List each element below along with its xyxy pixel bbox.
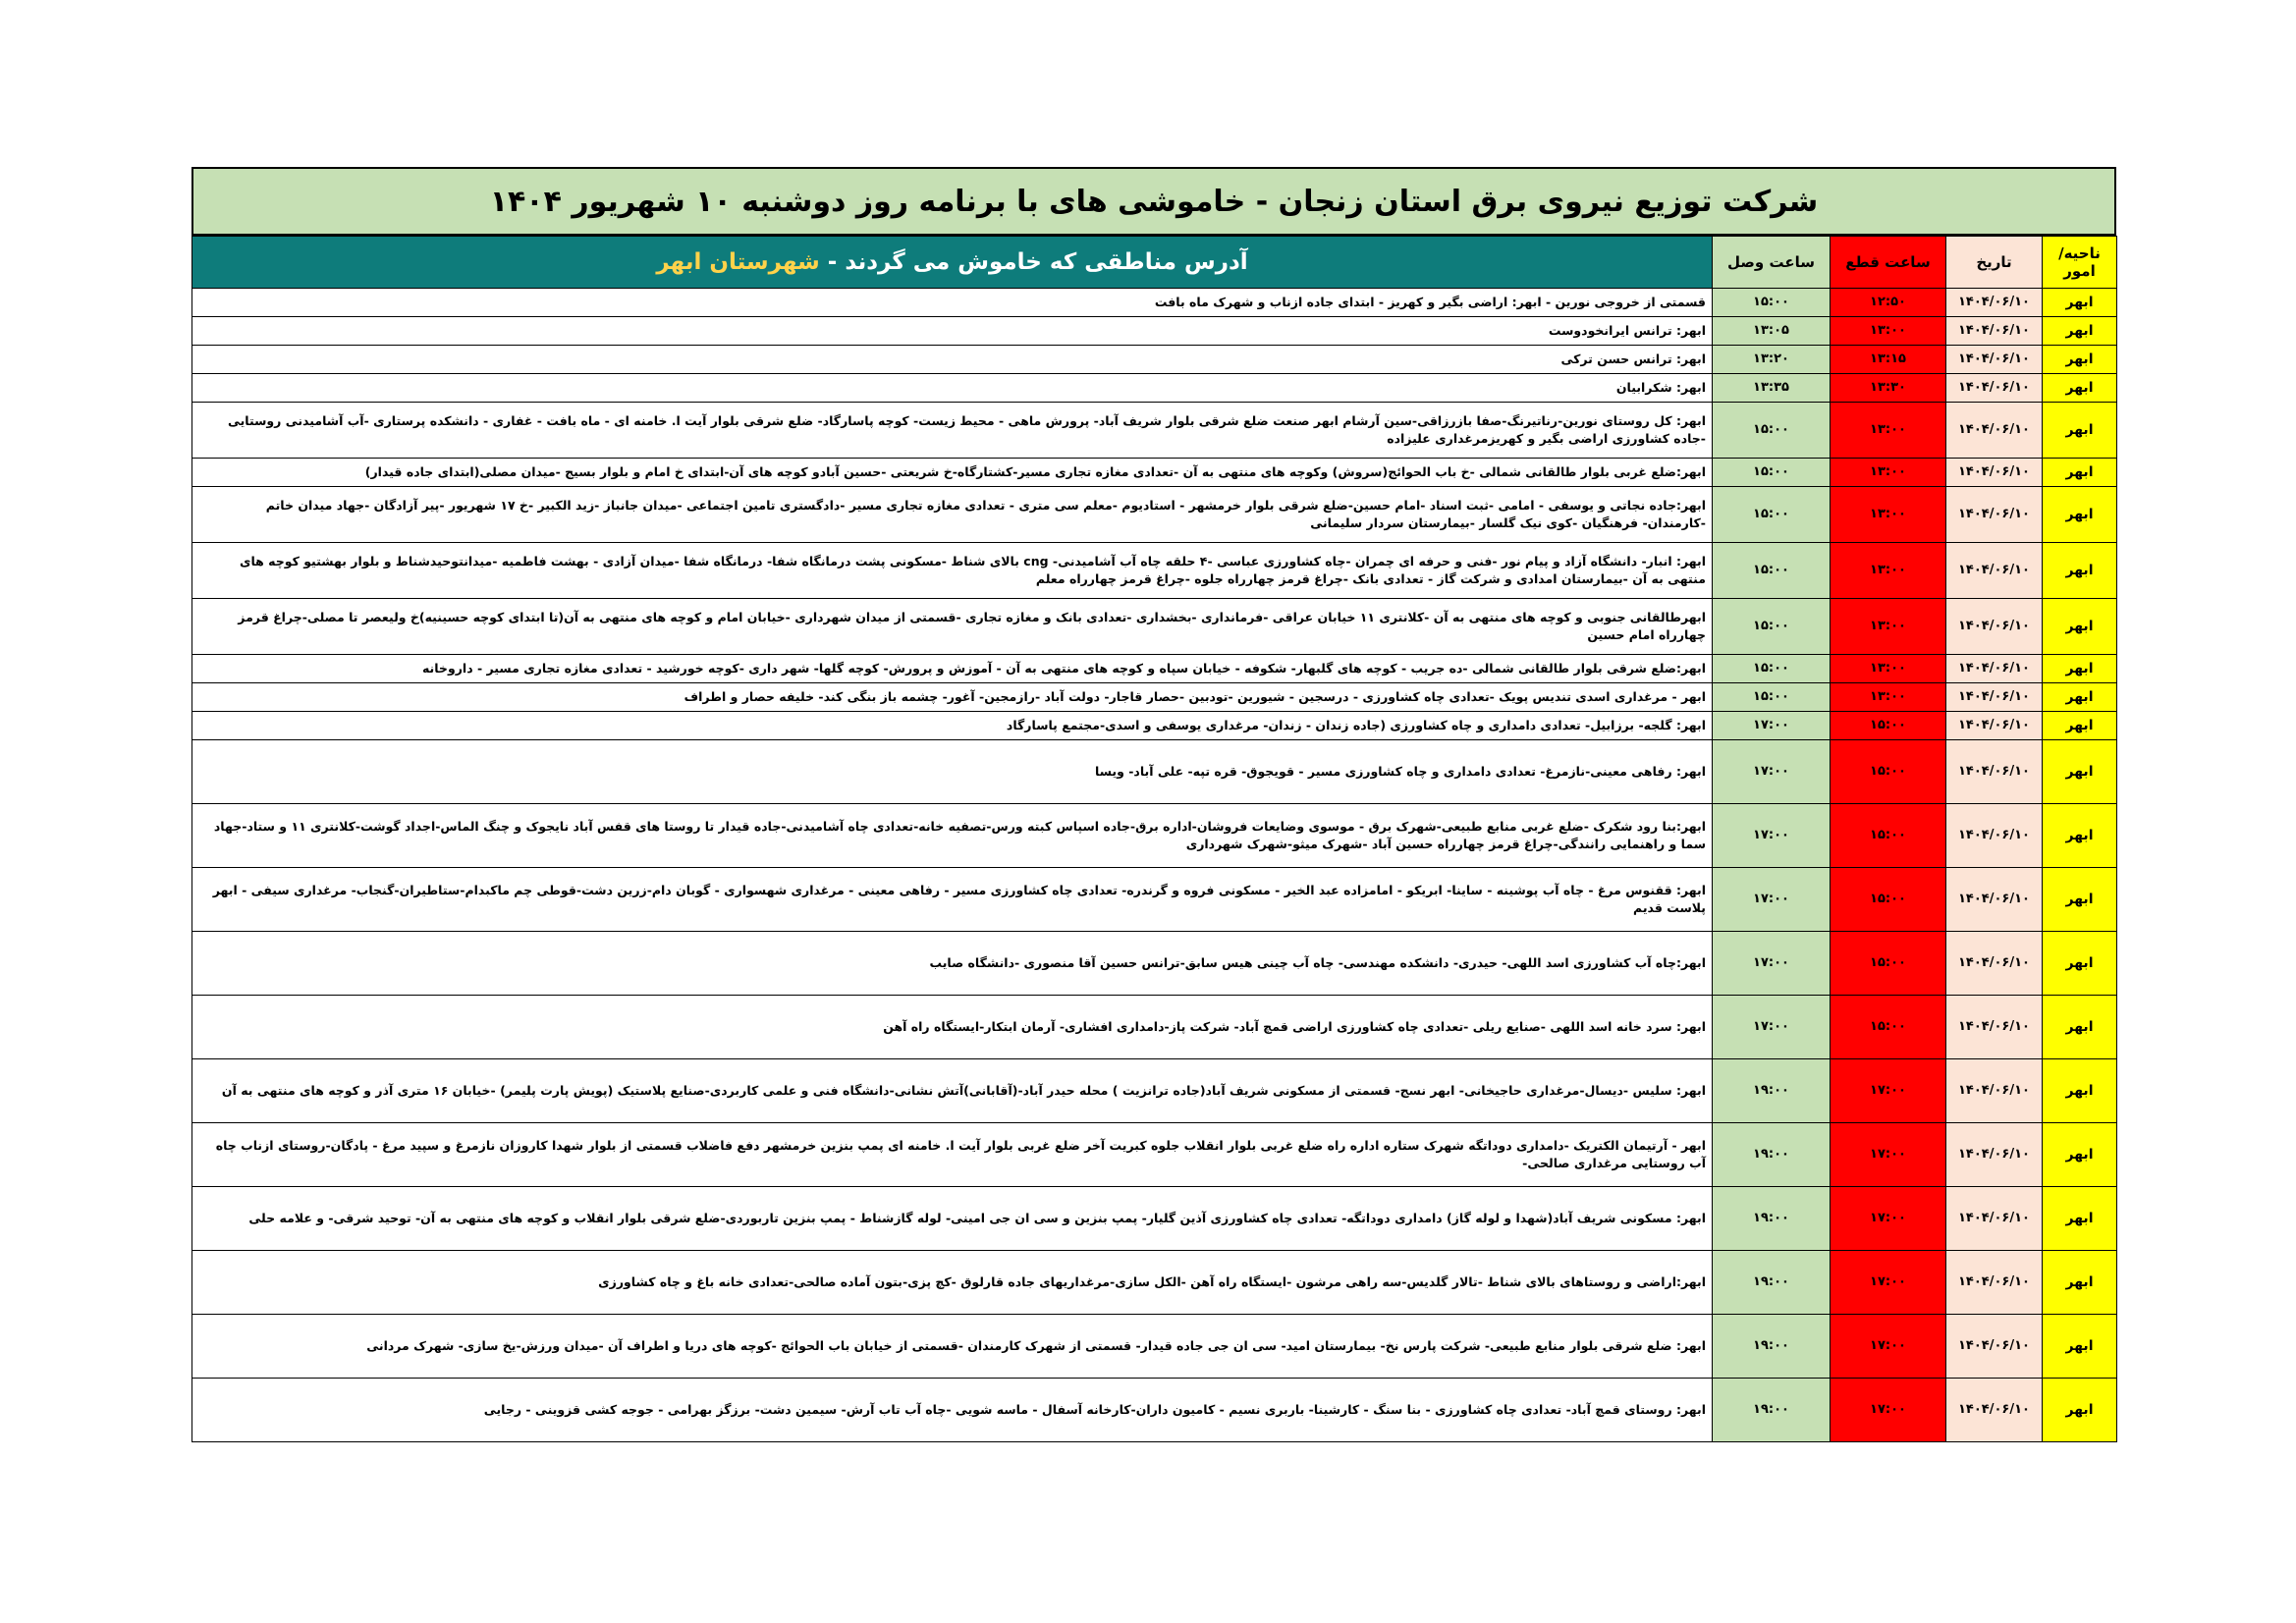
table-row <box>192 683 2117 712</box>
row-connect-time-cell <box>1713 1187 1831 1251</box>
row-connect-time: ۱۵:۰۰ <box>1753 660 1789 676</box>
row-address: ابهر: انبار- دانشگاه آزاد و پیام نور -فنی و حرفه ای چمران -چاه کشاورزی عباسی -۴ حلقه چاه آب آشامیدنی- cng بالای شناط -مسکونی پشت درمانگاه شفا- درمانگاه شفا -میدان آزادی - بهشت فاطمیه -میدانتوحیدشناط و بلوار بهشتیو کوچه های منتهی به آن -بیمارستان امدادی و شرکت گاز - تعدادی بانک -چراغ قرمز چهارراه جلوه -چراغ قرمز چهارراه معلم <box>240 553 1706 586</box>
row-address-cell <box>192 1379 1713 1442</box>
row-address: ابهرطالقانی جنوبی و کوچه های منتهی به آن -کلانتری ۱۱ خیابان عراقی -فرمانداری -بخشداری -تعدادی بانک و مغازه تجاری -قسمتی از میدان شهرداری -خیابان امام و کوچه های منتهی به آن(تا ابتدای کوچه حسینیه)خ ولیعصر تا مصلی-چراغ قرمز چهارراه امام حسین <box>238 609 1706 642</box>
row-cut-time: ۱۷:۰۰ <box>1870 1401 1906 1417</box>
row-cut-time: ۱۷:۰۰ <box>1870 1273 1906 1289</box>
row-region-cell <box>2043 683 2117 712</box>
row-cut-time-cell <box>1831 868 1946 932</box>
row-date: ۱۴۰۴/۰۶/۱۰ <box>1958 660 2030 676</box>
row-date: ۱۴۰۴/۰۶/۱۰ <box>1958 562 2030 577</box>
table-row <box>192 740 2117 804</box>
row-connect-time: ۱۹:۰۰ <box>1753 1273 1789 1289</box>
row-region: ابهر <box>2065 1337 2094 1354</box>
row-connect-time: ۱۵:۰۰ <box>1753 618 1789 633</box>
row-region: ابهر <box>2065 891 2094 907</box>
row-cut-time: ۱۳:۳۰ <box>1870 379 1906 395</box>
row-cut-time-cell <box>1831 932 1946 996</box>
row-cut-time: ۱۲:۵۰ <box>1870 294 1906 309</box>
row-region: ابهر <box>2065 379 2094 396</box>
row-connect-time-cell <box>1713 804 1831 868</box>
row-connect-time-cell <box>1713 374 1831 403</box>
row-cut-time: ۱۵:۰۰ <box>1870 954 1906 970</box>
row-connect-time-cell <box>1713 655 1831 683</box>
row-address: ابهر:جاده نجاتی و یوسفی - امامی -ثبت اسناد -امام حسین-ضلع شرقی بلوار خرمشهر - استادیوم -معلم سی متری - تعدادی مغازه تجاری مسیر -دادگستری تامین اجتماعی -میدان جانباز -زید الکبیر -خ ۱۷ شهریور -پیر آزادگان -جهاد میدان خاتم -کارمندان- فرهنگیان -کوی نیک گلسار -بیمارستان سردار سلیمانی <box>265 497 1706 530</box>
row-date-cell <box>1946 374 2043 403</box>
row-region: ابهر <box>2065 1273 2094 1290</box>
row-region-cell <box>2043 1379 2117 1442</box>
row-address-cell <box>192 346 1713 374</box>
row-cut-time: ۱۳:۰۰ <box>1870 463 1906 479</box>
row-connect-time-cell <box>1713 487 1831 543</box>
row-address-cell <box>192 996 1713 1059</box>
row-region-cell <box>2043 1123 2117 1187</box>
row-region: ابهر <box>2065 954 2094 971</box>
row-cut-time-cell <box>1831 403 1946 459</box>
row-address-cell <box>192 459 1713 487</box>
row-cut-time-cell <box>1831 712 1946 740</box>
table-row <box>192 374 2117 403</box>
row-region: ابهر <box>2065 763 2094 780</box>
row-date: ۱۴۰۴/۰۶/۱۰ <box>1958 421 2030 437</box>
table-row <box>192 1251 2117 1315</box>
table-row <box>192 804 2117 868</box>
row-address-cell <box>192 932 1713 996</box>
row-connect-time: ۱۳:۳۵ <box>1753 379 1789 395</box>
outage-table <box>191 236 2117 1442</box>
table-row <box>192 1379 2117 1442</box>
row-address: ابهر: روستای قمچ آباد- تعدادی چاه کشاورزی - بنا سنگ - کارشینا- باربری نسیم - کامیون داران-کارخانه آسفال - ماسه شویی -چاه آب تاب آرش- سیمین دشت- برزگز بهرامی - جوجه کشی قزوینی - رجایی <box>483 1401 1706 1417</box>
row-region: ابهر <box>2065 618 2094 634</box>
table-row <box>192 655 2117 683</box>
row-cut-time: ۱۵:۰۰ <box>1870 763 1906 779</box>
row-region: ابهر <box>2065 1146 2094 1163</box>
row-date: ۱۴۰۴/۰۶/۱۰ <box>1958 618 2030 633</box>
header-row <box>192 237 2117 289</box>
row-cut-time-cell <box>1831 346 1946 374</box>
row-cut-time-cell <box>1831 374 1946 403</box>
row-date: ۱۴۰۴/۰۶/۱۰ <box>1958 688 2030 704</box>
row-address: ابهر: گلجه- برزابیل- تعدادی دامداری و چاه کشاورزی (جاده زندان - زندان- مرغداری یوسفی و اسدی-مجتمع پاسارگاد <box>1006 717 1706 732</box>
row-address-cell <box>192 1123 1713 1187</box>
row-region: ابهر <box>2065 322 2094 339</box>
row-cut-time-cell <box>1831 1059 1946 1123</box>
row-connect-time: ۱۷:۰۰ <box>1753 763 1789 779</box>
table-row <box>192 868 2117 932</box>
row-connect-time-cell <box>1713 403 1831 459</box>
row-date: ۱۴۰۴/۰۶/۱۰ <box>1958 463 2030 479</box>
row-address: ابهر: سرد خانه اسد اللهی -صنایع ریلی -تعدادی چاه کشاورزی اراضی قمچ آباد- شرکت پاز-دامداری افشاری- آرمان ابتکار-ایستگاه راه آهن <box>883 1018 1706 1034</box>
row-address-cell <box>192 1059 1713 1123</box>
row-address-cell <box>192 804 1713 868</box>
header-address-label: آدرس مناطقی که خاموش می گردند - <box>819 249 1248 275</box>
row-region-cell <box>2043 317 2117 346</box>
row-date-cell <box>1946 996 2043 1059</box>
row-cut-time-cell <box>1831 1123 1946 1187</box>
table-row <box>192 317 2117 346</box>
row-cut-time: ۱۳:۰۰ <box>1870 618 1906 633</box>
row-date: ۱۴۰۴/۰۶/۱۰ <box>1958 717 2030 732</box>
row-cut-time-cell <box>1831 1379 1946 1442</box>
table-row <box>192 459 2117 487</box>
row-date: ۱۴۰۴/۰۶/۱۰ <box>1958 763 2030 779</box>
row-address: ابهر:ضلع غربی بلوار طالقانی شمالی -خ باب الحوائج(سروش) وکوچه های منتهی به آن -تعدادی مغازه تجاری مسیر-کشتارگاه-خ شریعتی -حسین آبادو کوچه های آن-ابتدای خ امام و بلوار بسیج -میدان مصلی(ابتدای جاده قیدار) <box>364 463 1706 479</box>
row-date-cell <box>1946 683 2043 712</box>
row-cut-time: ۱۷:۰۰ <box>1870 1337 1906 1353</box>
row-date: ۱۴۰۴/۰۶/۱۰ <box>1958 1146 2030 1162</box>
row-cut-time-cell <box>1831 804 1946 868</box>
table-row <box>192 1187 2117 1251</box>
row-connect-time-cell <box>1713 599 1831 655</box>
row-region: ابهر <box>2065 351 2094 367</box>
row-date-cell <box>1946 1187 2043 1251</box>
row-cut-time: ۱۳:۰۰ <box>1870 506 1906 521</box>
row-date: ۱۴۰۴/۰۶/۱۰ <box>1958 827 2030 842</box>
row-connect-time: ۱۵:۰۰ <box>1753 506 1789 521</box>
row-address-cell <box>192 1251 1713 1315</box>
row-address: ابهر:ضلع شرقی بلوار طالقانی شمالی -ده جریب - کوچه های گلبهار- شکوفه - خیابان سپاه و کوچه های منتهی به آن - آموزش و پرورش- کوچه گلها- شهر داری -کوچه خورشید - تعدادی مغازه تجاری مسیر - داروخانه <box>421 660 1706 676</box>
row-date-cell <box>1946 1315 2043 1379</box>
row-connect-time-cell <box>1713 1059 1831 1123</box>
row-cut-time: ۱۳:۱۵ <box>1870 351 1906 366</box>
table-row <box>192 712 2117 740</box>
row-region-cell <box>2043 655 2117 683</box>
row-connect-time-cell <box>1713 1379 1831 1442</box>
row-address: ابهر: شکرابیان <box>1615 379 1706 395</box>
row-connect-time: ۱۷:۰۰ <box>1753 1018 1789 1034</box>
row-connect-time: ۱۵:۰۰ <box>1753 294 1789 309</box>
row-cut-time-cell <box>1831 289 1946 317</box>
row-connect-time-cell <box>1713 868 1831 932</box>
row-region-cell <box>2043 804 2117 868</box>
header-connect-time: ساعت وصل <box>1713 237 1831 289</box>
row-address: ابهر:بنا رود شکرک -ضلع غربی منابع طبیعی-شهرک برق - موسوی وضایعات فروشان-اداره برق-جاده اسپاس کبته ورس-تصفیه خانه-تعدادی چاه آشامیدنی-جاده قیدار تا روستا های قفس آباد نایجوک و چنگ الماس-اجداد گوشت-کلانتری ۱۱ و ستاد-جهاد سما و راهنمایی رانندگی-چراغ قرمز چهارراه حسین آباد -شهرک میثو-شهرک شهرداری <box>213 818 1706 851</box>
row-address: قسمتی از خروجی نورین - ابهر: اراضی بگیر و کهریز - ابتدای جاده ازناب و شهرک ماه بافت <box>1154 294 1706 309</box>
row-connect-time-cell <box>1713 1251 1831 1315</box>
row-region: ابهر <box>2065 1210 2094 1226</box>
row-address-cell <box>192 655 1713 683</box>
row-address-cell <box>192 543 1713 599</box>
row-address: ابهر: ترانس حسن ترکی <box>1560 351 1706 366</box>
row-date-cell <box>1946 1123 2043 1187</box>
row-date: ۱۴۰۴/۰۶/۱۰ <box>1958 891 2030 906</box>
row-region-cell <box>2043 868 2117 932</box>
table-row <box>192 487 2117 543</box>
table-row <box>192 289 2117 317</box>
row-region-cell <box>2043 712 2117 740</box>
row-address-cell <box>192 683 1713 712</box>
row-region-cell <box>2043 346 2117 374</box>
row-date-cell <box>1946 459 2043 487</box>
row-region-cell <box>2043 1187 2117 1251</box>
row-date-cell <box>1946 543 2043 599</box>
row-region: ابهر <box>2065 421 2094 438</box>
header-date: تاریخ <box>1946 237 2043 289</box>
table-row <box>192 996 2117 1059</box>
row-date: ۱۴۰۴/۰۶/۱۰ <box>1958 1337 2030 1353</box>
row-date-cell <box>1946 289 2043 317</box>
row-date-cell <box>1946 1379 2043 1442</box>
row-date-cell <box>1946 740 2043 804</box>
row-address-cell <box>192 712 1713 740</box>
row-region: ابهر <box>2065 827 2094 843</box>
row-cut-time: ۱۳:۰۰ <box>1870 688 1906 704</box>
header-address-city: شهرستان ابهر <box>656 249 820 275</box>
row-connect-time-cell <box>1713 712 1831 740</box>
table-body <box>192 289 2117 1442</box>
row-region: ابهر <box>2065 1082 2094 1099</box>
row-address-cell <box>192 1315 1713 1379</box>
row-address: ابهر: ضلع شرقی بلوار منابع طبیعی- شرکت پارس نخ- بیمارستان امید- سی ان جی جاده قیدار- قسمتی از شهرک کارمندان -قسمتی از خیابان باب الحوائج -کوچه های دریا و اطراف آن -میدان ورزش-یخ سازی- شهرک مردانی <box>366 1337 1706 1353</box>
row-region-cell <box>2043 1059 2117 1123</box>
row-connect-time-cell <box>1713 683 1831 712</box>
row-date: ۱۴۰۴/۰۶/۱۰ <box>1958 506 2030 521</box>
row-address: ابهر: ترانس ایرانخودوست <box>1548 322 1706 338</box>
row-date: ۱۴۰۴/۰۶/۱۰ <box>1958 379 2030 395</box>
row-date-cell <box>1946 932 2043 996</box>
row-region-cell <box>2043 599 2117 655</box>
row-connect-time: ۱۵:۰۰ <box>1753 421 1789 437</box>
row-cut-time: ۱۵:۰۰ <box>1870 717 1906 732</box>
row-connect-time-cell <box>1713 289 1831 317</box>
row-region-cell <box>2043 996 2117 1059</box>
table-row <box>192 1123 2117 1187</box>
row-address-cell <box>192 599 1713 655</box>
row-connect-time: ۱۵:۰۰ <box>1753 463 1789 479</box>
row-connect-time-cell <box>1713 996 1831 1059</box>
row-connect-time: ۱۳:۲۰ <box>1753 351 1789 366</box>
row-region: ابهر <box>2065 688 2094 705</box>
row-date: ۱۴۰۴/۰۶/۱۰ <box>1958 954 2030 970</box>
row-address-cell <box>192 1187 1713 1251</box>
row-address: ابهر:چاه آب کشاورزی اسد اللهی- حیدری- دانشکده مهندسی- چاه آب چینی هیس سابق-ترانس حسین آقا منصوری -دانشگاه صایب <box>929 954 1706 970</box>
row-region: ابهر <box>2065 717 2094 733</box>
row-region-cell <box>2043 932 2117 996</box>
header-address <box>192 237 1713 289</box>
row-cut-time: ۱۷:۰۰ <box>1870 1146 1906 1162</box>
row-address-cell <box>192 289 1713 317</box>
row-region-cell <box>2043 1251 2117 1315</box>
row-connect-time: ۱۷:۰۰ <box>1753 827 1789 842</box>
row-date: ۱۴۰۴/۰۶/۱۰ <box>1958 351 2030 366</box>
row-cut-time-cell <box>1831 459 1946 487</box>
table-row <box>192 403 2117 459</box>
row-date-cell <box>1946 487 2043 543</box>
row-cut-time: ۱۵:۰۰ <box>1870 891 1906 906</box>
row-cut-time-cell <box>1831 599 1946 655</box>
row-region: ابهر <box>2065 506 2094 522</box>
row-address: ابهر: کل روستای نورین-رناتیرنگ-صفا بازرزاقی-سین آرشام ابهر صنعت ضلع شرقی بلوار شریف آباد- پرورش ماهی - محیط زیست- کوچه پاسارگاد- ضلع شرقی بلوار آیت ا. خامنه ای - ماه بافت - غفاری - دانشکده پرستاری -آب آشامیدنی روستایی -جاده کشاورزی اراضی بگیر و کهریزمرغداری علیزاده <box>227 412 1706 446</box>
row-region: ابهر <box>2065 660 2094 676</box>
table-row <box>192 1315 2117 1379</box>
row-address: ابهر - مرغداری اسدی تندیس پویک -تعدادی چاه کشاورزی - درسجین - شیورین -تودبین -حصار قاجار- دولت آباد -رازمجین- آغور- چشمه باز بنگی کند- خلیفه حصار و اطراف <box>683 688 1706 704</box>
row-cut-time: ۱۵:۰۰ <box>1870 827 1906 842</box>
row-cut-time-cell <box>1831 1187 1946 1251</box>
row-date: ۱۴۰۴/۰۶/۱۰ <box>1958 1018 2030 1034</box>
row-date: ۱۴۰۴/۰۶/۱۰ <box>1958 294 2030 309</box>
row-cut-time: ۱۵:۰۰ <box>1870 1018 1906 1034</box>
row-address: ابهر:اراضی و روستاهای بالای شناط -تالار گلدیس-سه راهی مرشون -ایستگاه راه آهن -الکل سازی-مرغداریهای جاده قارلوق -کچ پزی-بتون آماده صالحی-تعدادی خانه باغ و چاه کشاورزی <box>598 1273 1706 1289</box>
row-date-cell <box>1946 317 2043 346</box>
table-row <box>192 346 2117 374</box>
table-row <box>192 599 2117 655</box>
row-connect-time: ۱۷:۰۰ <box>1753 891 1789 906</box>
row-connect-time: ۱۹:۰۰ <box>1753 1337 1789 1353</box>
row-cut-time-cell <box>1831 683 1946 712</box>
row-connect-time-cell <box>1713 932 1831 996</box>
row-cut-time: ۱۳:۰۰ <box>1870 562 1906 577</box>
row-connect-time: ۱۵:۰۰ <box>1753 688 1789 704</box>
schedule-sheet <box>191 167 2116 1442</box>
row-date-cell <box>1946 1059 2043 1123</box>
row-connect-time: ۱۹:۰۰ <box>1753 1082 1789 1098</box>
row-date-cell <box>1946 712 2043 740</box>
row-cut-time-cell <box>1831 655 1946 683</box>
row-date: ۱۴۰۴/۰۶/۱۰ <box>1958 322 2030 338</box>
row-cut-time-cell <box>1831 543 1946 599</box>
row-connect-time: ۱۳:۰۵ <box>1753 322 1789 338</box>
row-region: ابهر <box>2065 294 2094 310</box>
row-cut-time: ۱۷:۰۰ <box>1870 1210 1906 1225</box>
row-date: ۱۴۰۴/۰۶/۱۰ <box>1958 1210 2030 1225</box>
row-date: ۱۴۰۴/۰۶/۱۰ <box>1958 1273 2030 1289</box>
row-date-cell <box>1946 868 2043 932</box>
row-address-cell <box>192 317 1713 346</box>
row-date-cell <box>1946 804 2043 868</box>
row-connect-time-cell <box>1713 317 1831 346</box>
row-date-cell <box>1946 346 2043 374</box>
row-connect-time: ۱۷:۰۰ <box>1753 954 1789 970</box>
row-address-cell <box>192 487 1713 543</box>
table-row <box>192 932 2117 996</box>
row-address-cell <box>192 374 1713 403</box>
row-date-cell <box>1946 599 2043 655</box>
row-cut-time: ۱۳:۰۰ <box>1870 322 1906 338</box>
row-address-cell <box>192 740 1713 804</box>
row-address: ابهر: رفاهی معینی-نازمرغ- تعدادی دامداری و چاه کشاورزی مسیر - قویجوق- قره تپه- علی آباد- ویسا <box>1095 763 1706 779</box>
table-row <box>192 1059 2117 1123</box>
row-region-cell <box>2043 459 2117 487</box>
row-region-cell <box>2043 487 2117 543</box>
row-cut-time: ۱۳:۰۰ <box>1870 421 1906 437</box>
row-cut-time: ۱۳:۰۰ <box>1870 660 1906 676</box>
row-region: ابهر <box>2065 463 2094 480</box>
row-connect-time: ۱۹:۰۰ <box>1753 1401 1789 1417</box>
row-address: ابهر: سلیس -دیسال-مرغداری حاجیخانی- ابهر نسج- قسمتی از مسکونی شریف آباد(جاده ترانزیت ) محله حیدر آباد-(آقابانی)آتش نشانی-دانشگاه فنی و علمی کاربردی-صنایع پلاستیک (پویش پارت پلیمر) -خیابان ۱۶ متری آذر و کوچه های منتهی به آن <box>221 1082 1706 1098</box>
row-connect-time-cell <box>1713 346 1831 374</box>
row-cut-time-cell <box>1831 1251 1946 1315</box>
row-address: ابهر: ققنوس مرغ - چاه آب پوشینه - ساینا- ابریکو - امامزاده عبد الخیر - مسکونی فروه و گرندره- تعدادی چاه کشاورزی مسیر - رفاهی معینی - مرغداری شهسواری - گوبان دام-زرین دشت-قوطی چم ماکبدام-ستاطیران-گنجاب- مرغداری سیفی - ابهر پلاست قدیم <box>212 882 1706 915</box>
row-cut-time: ۱۷:۰۰ <box>1870 1082 1906 1098</box>
row-connect-time-cell <box>1713 543 1831 599</box>
row-region: ابهر <box>2065 1018 2094 1035</box>
row-address: ابهر: مسکونی شریف آباد(شهدا و لوله گاز) دامداری دوداتگه- تعدادی چاه کشاورزی آذین گلیار- پمپ بنزین و سی ان جی امینی- لوله گازشناط - پمپ بنزین تاربوردی-ضلع شرقی بلوار انقلاب و کوچه های منتهی به آن- توحید شرقی- و علامه حلی <box>248 1210 1706 1225</box>
row-region-cell <box>2043 374 2117 403</box>
row-connect-time: ۱۹:۰۰ <box>1753 1146 1789 1162</box>
row-region-cell <box>2043 543 2117 599</box>
header-region: ناحیه/امور <box>2043 237 2117 289</box>
row-connect-time: ۱۷:۰۰ <box>1753 717 1789 732</box>
row-connect-time-cell <box>1713 740 1831 804</box>
row-address-cell <box>192 868 1713 932</box>
row-connect-time: ۱۵:۰۰ <box>1753 562 1789 577</box>
header-cut-time: ساعت قطع <box>1831 237 1946 289</box>
row-date-cell <box>1946 403 2043 459</box>
row-address-cell <box>192 403 1713 459</box>
row-date-cell <box>1946 1251 2043 1315</box>
row-cut-time-cell <box>1831 1315 1946 1379</box>
row-region-cell <box>2043 740 2117 804</box>
row-region-cell <box>2043 289 2117 317</box>
row-connect-time-cell <box>1713 1315 1831 1379</box>
row-cut-time-cell <box>1831 317 1946 346</box>
row-date-cell <box>1946 655 2043 683</box>
row-cut-time-cell <box>1831 740 1946 804</box>
row-region: ابهر <box>2065 562 2094 578</box>
row-cut-time-cell <box>1831 996 1946 1059</box>
row-date: ۱۴۰۴/۰۶/۱۰ <box>1958 1401 2030 1417</box>
row-region-cell <box>2043 1315 2117 1379</box>
row-connect-time-cell <box>1713 459 1831 487</box>
row-region-cell <box>2043 403 2117 459</box>
page-title: شرکت توزیع نیروی برق استان زنجان - خاموشی های با برنامه روز دوشنبه ۱۰ شهریور ۱۴۰۴ <box>191 167 2116 236</box>
table-row <box>192 543 2117 599</box>
row-region: ابهر <box>2065 1401 2094 1418</box>
row-date: ۱۴۰۴/۰۶/۱۰ <box>1958 1082 2030 1098</box>
row-connect-time: ۱۹:۰۰ <box>1753 1210 1789 1225</box>
row-connect-time-cell <box>1713 1123 1831 1187</box>
row-cut-time-cell <box>1831 487 1946 543</box>
row-address: ابهر - آرتیمان الکتریک -دامداری دوداتگه شهرک ستاره اداره راه ضلع غربی بلوار انقلاب جلوه کبریت آخر ضلع غربی بلوار آیت ا. خامنه ای پمپ بنزین خرمشهر دفع فاضلاب قسمتی از بلوار شهدا کاروزان نازمرغ و سپید مرغ - پادگان-روستای ازناب چاه آب روستایی مرغداری صالحی- <box>215 1137 1706 1170</box>
